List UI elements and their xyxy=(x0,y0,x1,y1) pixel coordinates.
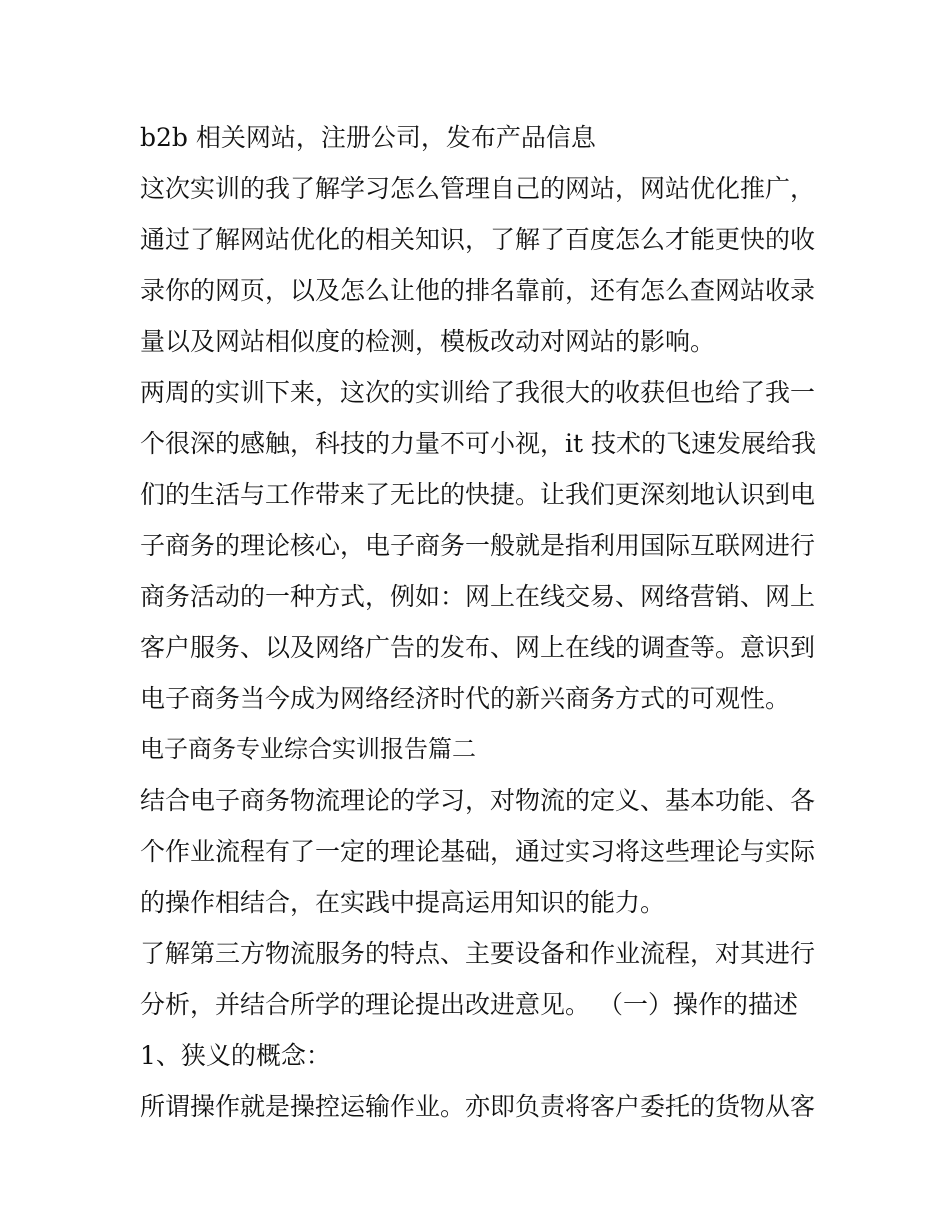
text-line: 的操作相结合，在实践中提高运用知识的能力。 xyxy=(140,888,666,917)
text-line: 个很深的感触，科技的力量不可小视，it 技术的飞速发展给我 xyxy=(140,429,816,458)
text-line: 录你的网页，以及怎么让他的排名靠前，还有怎么查网站收录 xyxy=(140,276,816,305)
text-line: 商务活动的一种方式，例如：网上在线交易、网络营销、网上 xyxy=(140,582,816,611)
text-line: 子商务的理论核心，电子商务一般就是指利用国际互联网进行 xyxy=(140,531,816,560)
text-line: 量以及网站相似度的检测，模板改动对网站的影响。 xyxy=(140,327,716,356)
text-line: 这次实训的我了解学习怎么管理自己的网站，网站优化推广， xyxy=(140,174,816,203)
text-line: b2b 相关网站，注册公司，发布产品信息 xyxy=(140,123,596,152)
text-line: 了解第三方物流服务的特点、主要设备和作业流程，对其进行 xyxy=(140,939,816,968)
text-line: 1、狭义的概念： xyxy=(140,1041,331,1070)
text-line: 两周的实训下来，这次的实训给了我很大的收获但也给了我一 xyxy=(140,378,816,407)
text-line: 分析，并结合所学的理论提出改进意见。 （一）操作的描述 xyxy=(140,990,798,1019)
text-line: 电子商务当今成为网络经济时代的新兴商务方式的可观性。 xyxy=(140,684,791,713)
text-line: 结合电子商务物流理论的学习，对物流的定义、基本功能、各 xyxy=(140,786,816,815)
text-line: 客户服务、以及网络广告的发布、网上在线的调查等。意识到 xyxy=(140,633,816,662)
text-line: 所谓操作就是操控运输作业。亦即负责将客户委托的货物从客 xyxy=(140,1092,816,1121)
text-line: 通过了解网站优化的相关知识，了解了百度怎么才能更快的收 xyxy=(140,225,816,254)
text-line: 们的生活与工作带来了无比的快捷。让我们更深刻地认识到电 xyxy=(140,480,816,509)
document-body xyxy=(140,112,820,1132)
text-line: 个作业流程有了一定的理论基础，通过实习将这些理论与实际 xyxy=(140,837,816,866)
section-heading: 电子商务专业综合实训报告篇二 xyxy=(140,735,476,763)
